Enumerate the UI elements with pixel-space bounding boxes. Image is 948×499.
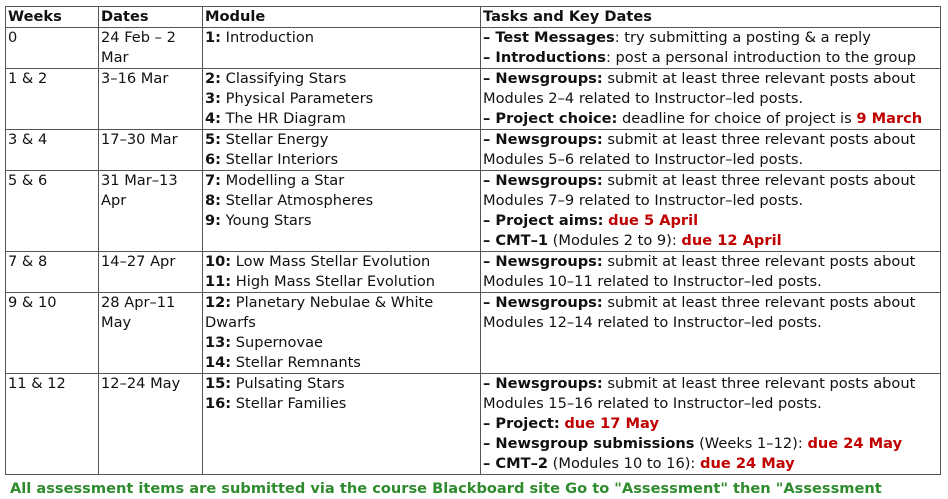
table-row (6, 293, 941, 374)
tasks-cell (481, 69, 941, 130)
module-title: The HR Diagram (221, 110, 346, 127)
module-title: Planetary Nebulae & White Dwarfs (205, 294, 434, 331)
module-number: 6: (205, 151, 221, 168)
module-cell (203, 374, 481, 475)
module-title: Young Stars (221, 212, 312, 229)
module-item (205, 374, 479, 394)
weeks-cell: 0 (6, 28, 99, 69)
module-title: Pulsating Stars (231, 375, 345, 392)
task-label: Project aims: (495, 212, 604, 229)
module-number: 3: (205, 90, 221, 107)
tasks-cell (481, 28, 941, 69)
task-label: Newsgroups: (495, 131, 603, 148)
module-number: 10: (205, 253, 232, 270)
module-title: Stellar Atmospheres (221, 192, 374, 209)
task-item (483, 374, 939, 414)
dates-cell: 14–27 Apr (99, 252, 203, 293)
module-item (205, 353, 479, 373)
task-label: Newsgroups: (495, 70, 603, 87)
table-row (6, 374, 941, 475)
due-date: due 24 May (807, 435, 903, 452)
task-prefix: – (483, 131, 496, 148)
task-prefix: – (483, 110, 496, 127)
module-title: Low Mass Stellar Evolution (231, 253, 431, 270)
header-module: Module (203, 7, 481, 28)
task-item (483, 28, 939, 48)
module-number: 4: (205, 110, 221, 127)
schedule-table (5, 6, 941, 475)
task-item (483, 48, 939, 68)
task-text: deadline for choice of project is (617, 110, 857, 127)
module-item (205, 171, 479, 191)
module-title: Stellar Interiors (221, 151, 339, 168)
task-item (483, 252, 939, 292)
dates-cell: 12–24 May (99, 374, 203, 475)
task-label: Newsgroups: (495, 294, 603, 311)
module-number: 1: (205, 29, 221, 46)
table-row (6, 130, 941, 171)
module-item (205, 109, 479, 129)
task-note: (Modules 2 to 9): (548, 232, 682, 249)
module-cell (203, 28, 481, 69)
weeks-cell: 1 & 2 (6, 69, 99, 130)
task-prefix: – (483, 70, 496, 87)
dates-cell: 17–30 Mar (99, 130, 203, 171)
task-item (483, 69, 939, 109)
task-prefix: – (483, 172, 496, 189)
module-number: 12: (205, 294, 232, 311)
module-item (205, 272, 479, 292)
module-item (205, 211, 479, 231)
tasks-cell (481, 374, 941, 475)
weeks-cell: 5 & 6 (6, 171, 99, 252)
header-weeks: Weeks (6, 7, 99, 28)
header-tasks: Tasks and Key Dates (481, 7, 941, 28)
task-item (483, 130, 939, 170)
task-text: submit at least three relevant posts about Modules 15–16 related to Instructor–led posts. (483, 375, 916, 412)
table-row (6, 28, 941, 69)
module-number: 11: (205, 273, 232, 290)
task-label: Project: (495, 415, 560, 432)
module-item (205, 191, 479, 211)
table-row (6, 252, 941, 293)
module-number: 8: (205, 192, 221, 209)
task-item (483, 434, 939, 454)
module-number: 15: (205, 375, 232, 392)
task-prefix: – (483, 455, 496, 472)
tasks-cell (481, 293, 941, 374)
module-item (205, 333, 479, 353)
module-number: 9: (205, 212, 221, 229)
due-date: due 24 May (700, 455, 795, 472)
dates-cell: 28 Apr–11 May (99, 293, 203, 374)
due-date: due 17 May (564, 415, 659, 432)
tasks-cell (481, 130, 941, 171)
footer-note: All assessment items are submitted via the course Blackboard site Go to "Assessment" then "Assessment (10, 480, 882, 497)
module-title: High Mass Stellar Evolution (231, 273, 436, 290)
module-number: 2: (205, 70, 221, 87)
module-cell (203, 252, 481, 293)
task-label: Newsgroups: (495, 172, 603, 189)
task-label: Newsgroups: (495, 253, 603, 270)
task-prefix: – (483, 253, 496, 270)
module-title: Physical Parameters (221, 90, 374, 107)
task-text: submit at least three relevant posts about Modules 5–6 related to Instructor–led posts. (483, 131, 916, 168)
module-number: 16: (205, 395, 232, 412)
task-prefix: – (483, 294, 496, 311)
table-row (6, 171, 941, 252)
module-number: 7: (205, 172, 221, 189)
tasks-cell (481, 171, 941, 252)
task-label: CMT–2 (495, 455, 549, 472)
module-title: Stellar Remnants (231, 354, 361, 371)
task-label: Introductions (495, 49, 606, 66)
task-text: submit at least three relevant posts about Modules 2–4 related to Instructor–led posts. (483, 70, 916, 107)
task-prefix: – (483, 232, 496, 249)
module-item (205, 89, 479, 109)
weeks-cell: 3 & 4 (6, 130, 99, 171)
task-label: Test Messages (495, 29, 615, 46)
tasks-cell (481, 252, 941, 293)
task-label: Newsgroups: (495, 375, 603, 392)
schedule-body (6, 28, 941, 475)
task-item (483, 454, 939, 474)
module-title: Introduction (221, 29, 315, 46)
due-date: due 12 April (681, 232, 782, 249)
due-date: due 5 April (608, 212, 699, 229)
task-label: Project choice: (495, 110, 618, 127)
task-note: (Weeks 1–12): (694, 435, 808, 452)
module-number: 14: (205, 354, 232, 371)
dates-cell: 24 Feb – 2 Mar (99, 28, 203, 69)
module-title: Stellar Energy (221, 131, 329, 148)
module-cell (203, 171, 481, 252)
dates-cell: 3–16 Mar (99, 69, 203, 130)
weeks-cell: 11 & 12 (6, 374, 99, 475)
module-item (205, 293, 479, 333)
table-row (6, 69, 941, 130)
task-text: submit at least three relevant posts about Modules 7–9 related to Instructor–led posts. (483, 172, 916, 209)
header-dates: Dates (99, 7, 203, 28)
task-item (483, 171, 939, 211)
task-item (483, 109, 939, 129)
task-text: submit at least three relevant posts about Modules 10–11 related to Instructor–led posts. (483, 253, 916, 290)
task-prefix: – (483, 29, 496, 46)
task-prefix: – (483, 212, 496, 229)
task-prefix: – (483, 435, 496, 452)
task-label: CMT–1 (495, 232, 549, 249)
dates-cell: 31 Mar–13 Apr (99, 171, 203, 252)
module-item (205, 394, 479, 414)
module-cell (203, 293, 481, 374)
task-item (483, 414, 939, 434)
module-item (205, 252, 479, 272)
task-prefix: – (483, 415, 496, 432)
task-text: : post a personal introduction to the group (605, 49, 916, 66)
module-item (205, 28, 479, 48)
task-item (483, 211, 939, 231)
module-title: Supernovae (231, 334, 324, 351)
due-date: 9 March (856, 110, 923, 127)
task-text: : try submitting a posting & a reply (614, 29, 871, 46)
module-number: 13: (205, 334, 232, 351)
module-cell (203, 130, 481, 171)
task-prefix: – (483, 375, 496, 392)
module-item (205, 150, 479, 170)
module-title: Classifying Stars (221, 70, 347, 87)
module-title: Stellar Families (231, 395, 347, 412)
module-cell (203, 69, 481, 130)
module-item (205, 69, 479, 89)
module-title: Modelling a Star (221, 172, 345, 189)
task-item (483, 231, 939, 251)
weeks-cell: 7 & 8 (6, 252, 99, 293)
task-label: Newsgroup submissions (495, 435, 695, 452)
weeks-cell: 9 & 10 (6, 293, 99, 374)
task-item (483, 293, 939, 333)
task-text: submit at least three relevant posts about Modules 12–14 related to Instructor–led posts. (483, 294, 916, 331)
module-number: 5: (205, 131, 221, 148)
header-row (6, 7, 941, 28)
task-note: (Modules 10 to 16): (548, 455, 700, 472)
task-prefix: – (483, 49, 496, 66)
module-item (205, 130, 479, 150)
